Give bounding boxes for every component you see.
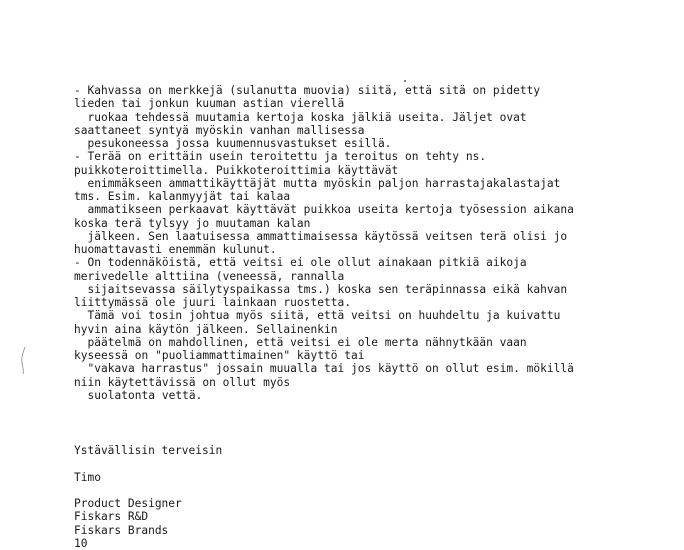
- body-line: huomattavasti enemmän kulunut.: [74, 243, 277, 256]
- body-line: ammatikseen perkaavat käyttävät puikkoa useita kertoja työsession aikana: [74, 203, 574, 217]
- closing-text: Ystävällisin terveisin: [74, 444, 223, 457]
- scan-speck: [404, 80, 406, 82]
- signer-org-brand: Fiskars Brands: [74, 523, 169, 537]
- signer-org: Fiskars R&D: [74, 510, 149, 524]
- truncated-line: 10: [74, 537, 88, 550]
- email-body: [74, 84, 674, 402]
- body-line: päätelmä on mahdollinen, että veitsi ei ole merta nähnytkään vaan: [74, 335, 527, 349]
- body-line: lieden tai jonkun kuuman astian vierellä: [74, 97, 345, 111]
- body-line: saattaneet syntyä myöskin vanhan mallisessa: [74, 123, 365, 137]
- body-line: liittymässä ole juuri lainkaan ruostetta.: [74, 296, 351, 309]
- signer-title: Product Designer: [74, 497, 182, 511]
- body-line: enimmäkseen ammattikäyttäjät mutta myöskin paljon harrastajakalastajat: [74, 176, 561, 190]
- body-line: - Kahvassa on merkkejä (sulanutta muovia) siitä, että sitä on pidetty: [74, 84, 541, 97]
- body-line: pesukoneessa jossa kuumennusvastukset esillä.: [74, 137, 392, 150]
- body-line: puikkoteroittimella. Puikkoteroittimia käyttävät: [74, 163, 399, 177]
- body-line: koska terä tylsyy jo muutaman kalan: [74, 216, 311, 230]
- signature-block: [74, 444, 374, 550]
- body-line: - On todennäköistä, että veitsi ei ole ollut ainakaan pitkiä aikoja: [74, 256, 527, 270]
- body-line: suolatonta vettä.: [74, 388, 203, 402]
- signer-name: Timo: [74, 470, 101, 484]
- body-line: merivedelle alttiina (veneessä, rannalla: [74, 269, 345, 283]
- body-line: sijaitsevassa säilytyspaikassa tms.) koska sen teräpinnassa eikä kahvan: [74, 282, 568, 296]
- body-line: - Terää on erittäin usein teroitettu ja teroitus on tehty ns.: [74, 150, 487, 164]
- body-line: tms. Esim. kalanmyyjät tai kalaa: [74, 190, 291, 203]
- body-line: niin käytettävissä on ollut myös: [74, 375, 291, 389]
- body-line: hyvin aina käytön jälkeen. Sellainenkin: [74, 322, 338, 336]
- body-line: jälkeen. Sen laatuisessa ammattimaisessa käytössä veitsen terä olisi jo: [74, 229, 568, 243]
- body-line: Tämä voi tosin johtua myös siitä, että veitsi on huuhdeltu ja kuivattu: [74, 309, 561, 323]
- margin-pencil-mark: [18, 345, 28, 375]
- body-line: ruokaa tehdessä muutamia kertoja koska jälkiä useita. Jäljet ovat: [74, 110, 527, 124]
- body-line: kyseessä on "puoliammattimainen" käyttö tai: [74, 349, 365, 362]
- body-line: "vakava harrastus" jossain muualla tai jos käyttö on ollut esim. mökillä: [74, 362, 574, 376]
